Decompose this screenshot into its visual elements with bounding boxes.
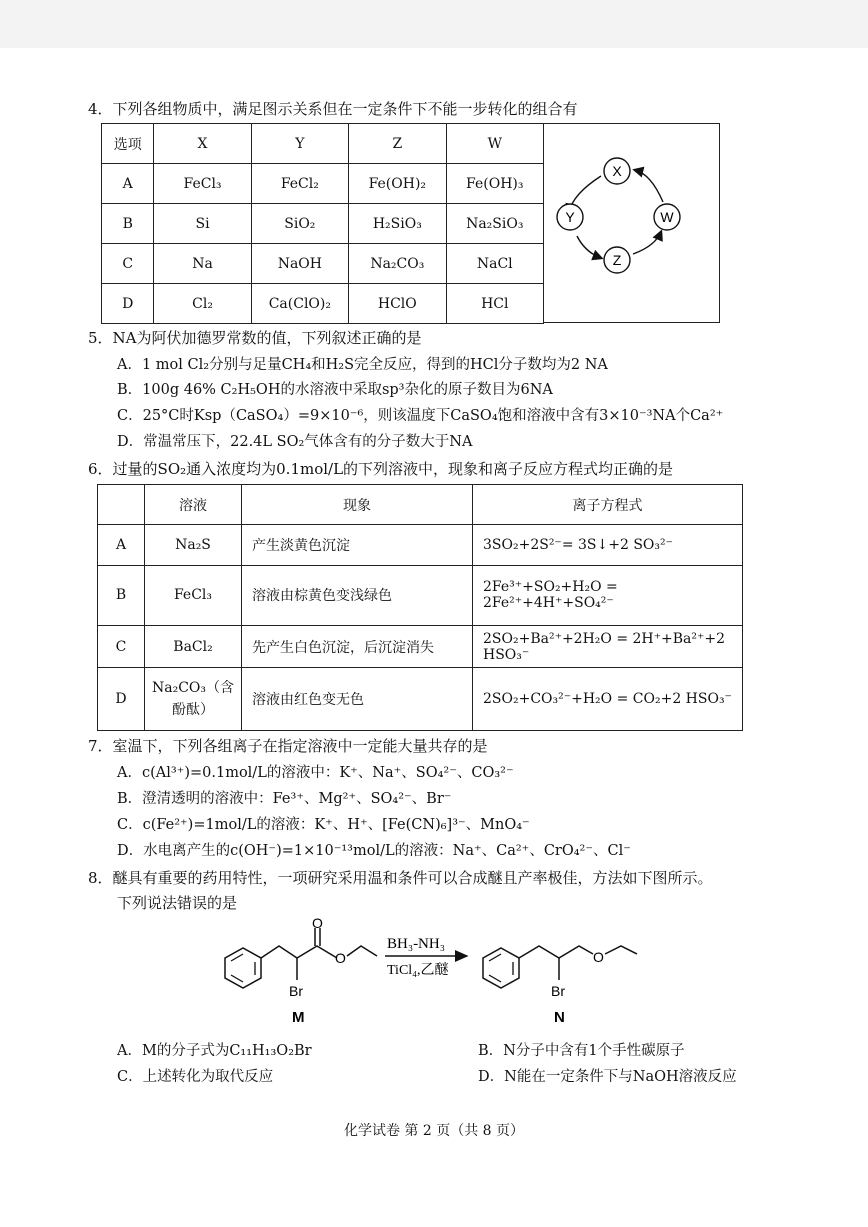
q5-option-d: D．常温常压下，22.4L SO₂气体含有的分子数大于NA (117, 434, 473, 450)
q6-stem: 6．过量的SO₂通入浓度均为0.1mol/L的下列溶液中，现象和离子反应方程式均正确的是 (88, 460, 674, 478)
q7-option-c: C．c(Fe²⁺)=1mol/L的溶液：K⁺、H⁺、[Fe(CN)₆]³⁻、MnO₄⁻ (117, 817, 530, 833)
q6-row-c-option: C (98, 626, 145, 668)
q6-header-phenomenon: 现象 (242, 485, 473, 525)
q4-row-b-y: SiO₂ (251, 204, 349, 244)
scan-margin (0, 0, 868, 48)
arrow-y-to-z (577, 236, 601, 258)
q4-row-d-y: Ca(ClO)₂ (251, 284, 349, 324)
q8-option-d: D．N能在一定条件下与NaOH溶液反应 (478, 1069, 737, 1085)
q8-stem: 8．醚具有重要的药用特性，一项研究采用温和条件可以合成醚且产率极佳，方法如下图所示。 (88, 869, 713, 887)
q4-header-option: 选项 (102, 124, 154, 164)
n-carbon-chain (519, 946, 593, 958)
node-y-label: Y (565, 209, 575, 225)
node-w-label: W (660, 209, 674, 225)
q5-option-b: B．100g 46% C₂H₅OH的水溶液中采取sp³杂化的原子数目为6NA (117, 382, 553, 398)
q8-option-a: A．M的分子式为C₁₁H₁₃O₂Br (117, 1043, 312, 1059)
q6-row-b-equation: 2Fe³⁺+SO₂+H₂O = 2Fe²⁺+4H⁺+SO₄²⁻ (473, 565, 743, 625)
q4-row-d-w: HCl (446, 284, 543, 324)
q8-stem-line2: 下列说法错误的是 (117, 894, 238, 912)
q4-row-b-w: Na₂SiO₃ (446, 204, 543, 244)
q6-row-b-phenomenon: 溶液由棕黄色变浅绿色 (242, 565, 473, 625)
q4-header-x: X (154, 124, 251, 164)
q4-table (101, 123, 544, 324)
q6-row-b-solution: FeCl₃ (145, 565, 242, 625)
q4-row-a-z: Fe(OH)₂ (349, 164, 446, 204)
q4-row-a-x: FeCl₃ (154, 164, 251, 204)
q6-table (97, 484, 743, 731)
q4-header-z: Z (349, 124, 446, 164)
node-x-label: X (612, 163, 622, 179)
q4-row-d-z: HClO (349, 284, 446, 324)
q6-row-c-phenomenon: 先产生白色沉淀，后沉淀消失 (242, 626, 473, 668)
q4-cycle-diagram (543, 123, 720, 323)
q6-row-d-phenomenon: 溶液由红色变无色 (242, 668, 473, 731)
m-bromine: Br (289, 983, 303, 999)
q4-row-a-option: A (102, 164, 154, 204)
q6-row-a-solution: Na₂S (145, 525, 242, 565)
q8-option-b: B．N分子中含有1个手性碳原子 (478, 1043, 685, 1059)
q6-row-a-phenomenon: 产生淡黄色沉淀 (242, 525, 473, 565)
q4-row-d-x: Cl₂ (154, 284, 251, 324)
reagent-top: BH₃-NH₃ (387, 936, 445, 952)
reagent-bottom: TiCl₄,乙醚 (387, 963, 449, 978)
m-label: M (292, 1009, 305, 1026)
arrow-w-to-x (635, 170, 663, 202)
q4-row-c-z: Na₂CO₃ (349, 244, 446, 284)
cycle-svg (543, 124, 719, 322)
q6-header-option (98, 485, 145, 525)
reaction-svg (205, 918, 675, 1038)
q4-stem: 4．下列各组物质中，满足图示关系但在一定条件下不能一步转化的组合有 (88, 100, 578, 118)
n-ethyl (605, 946, 637, 954)
m-ethyl (347, 946, 377, 956)
q7-option-b: B．澄清透明的溶液中：Fe³⁺、Mg²⁺、SO₄²⁻、Br⁻ (117, 791, 452, 807)
q4-header-w: W (446, 124, 543, 164)
q4-row-b-x: Si (154, 204, 251, 244)
n-ether-oxygen: O (593, 949, 604, 965)
m-carbon-chain (261, 946, 337, 958)
q6-header-equation: 离子方程式 (473, 485, 743, 525)
n-label: N (554, 1009, 565, 1026)
q4-row-c-w: NaCl (446, 244, 543, 284)
m-carbonyl-oxygen: O (312, 918, 323, 931)
q4-row-a-w: Fe(OH)₃ (446, 164, 543, 204)
q7-option-d: D．水电离产生的c(OH⁻)=1×10⁻¹³mol/L的溶液：Na⁺、Ca²⁺、CrO₄²⁻、Cl⁻ (117, 843, 631, 859)
q7-stem: 7．室温下，下列各组离子在指定溶液中一定能大量共存的是 (88, 737, 488, 755)
q6-row-d-solution: Na₂CO₃（含酚酞） (145, 668, 242, 731)
q4-row-c-option: C (102, 244, 154, 284)
q7-option-a: A．c(Al³⁺)=0.1mol/L的溶液中：K⁺、Na⁺、SO₄²⁻、CO₃²⁻ (117, 765, 514, 781)
q5-option-a: A．1 mol Cl₂分别与足量CH₄和H₂S完全反应，得到的HCl分子数均为2 NA (117, 357, 608, 373)
arrow-z-to-w (633, 232, 661, 254)
q4-row-c-x: Na (154, 244, 251, 284)
q6-row-c-equation: 2SO₂+Ba²⁺+2H₂O = 2H⁺+Ba²⁺+2 HSO₃⁻ (473, 626, 743, 668)
node-z-label: Z (612, 252, 622, 268)
q4-row-d-option: D (102, 284, 154, 324)
q4-header-y: Y (251, 124, 349, 164)
q8-option-c: C．上述转化为取代反应 (117, 1069, 274, 1085)
q6-row-d-equation: 2SO₂+CO₃²⁻+H₂O = CO₂+2 HSO₃⁻ (473, 668, 743, 731)
q5-option-c: C．25°C时Ksp（CaSO₄）=9×10⁻⁶，则该温度下CaSO₄饱和溶液中含有3×10⁻³NA个Ca²⁺ (117, 408, 724, 424)
n-bromine: Br (551, 983, 565, 999)
q8-reaction-scheme (205, 918, 675, 1038)
q4-row-b-z: H₂SiO₃ (349, 204, 446, 244)
q5-stem: 5．NA为阿伏加德罗常数的值，下列叙述正确的是 (88, 329, 422, 347)
q4-row-c-y: NaOH (251, 244, 349, 284)
q4-row-b-option: B (102, 204, 154, 244)
q6-row-b-option: B (98, 565, 145, 625)
q6-row-c-solution: BaCl₂ (145, 626, 242, 668)
q6-row-d-option: D (98, 668, 145, 731)
q6-row-a-equation: 3SO₂+2S²⁻= 3S↓+2 SO₃²⁻ (473, 525, 743, 565)
page-footer: 化学试卷 第 2 页（共 8 页） (343, 1123, 525, 1139)
q6-row-a-option: A (98, 525, 145, 565)
q4-row-a-y: FeCl₂ (251, 164, 349, 204)
m-ester-oxygen: O (335, 950, 346, 966)
q6-header-solution: 溶液 (145, 485, 242, 525)
